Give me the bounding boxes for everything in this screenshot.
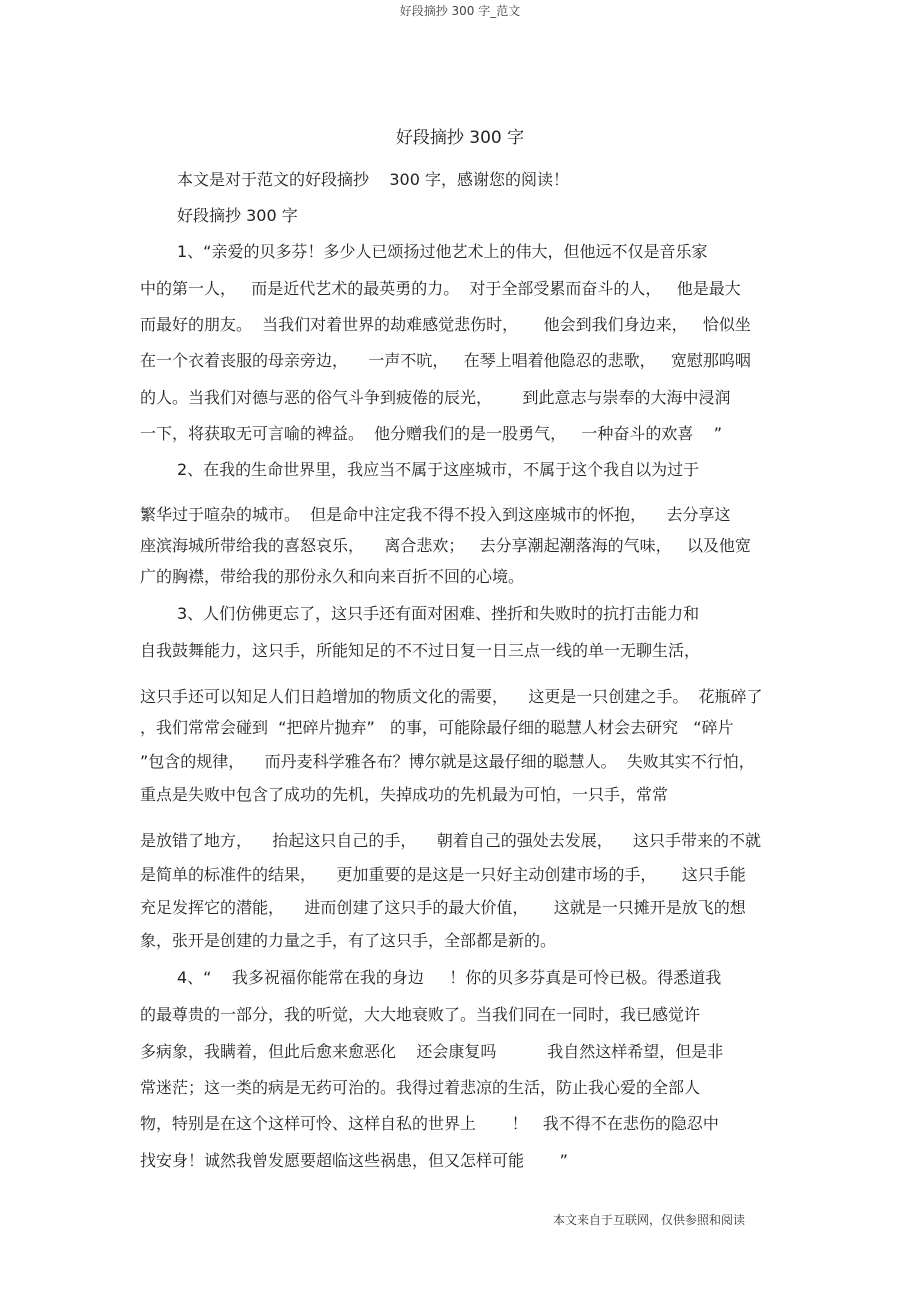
paragraph-line: 座滨海城所带给我的喜怒哀乐， 离合悲欢； 去分享潮起潮落海的气味， 以及他宽 xyxy=(140,536,751,555)
intro-line: 本文是对于范文的好段摘抄 300 字，感谢您的阅读！ xyxy=(177,170,569,189)
paragraph-line: 3、人们仿佛更忘了，这只手还有面对困难、挫折和失败时的抗打击能力和 xyxy=(177,604,700,623)
page-header: 好段摘抄 300 字_范文 xyxy=(399,4,521,18)
paragraph-line: 的人。当我们对德与恶的俗气斗争到疲倦的辰光， 到此意志与崇奉的大海中浸润 xyxy=(140,388,731,407)
paragraph-line: 2、在我的生命世界里，我应当不属于这座城市，不属于这个我自以为过于 xyxy=(177,460,700,479)
page-footer: 本文来自于互联网，仅供参照和阅读 xyxy=(553,1213,746,1227)
paragraph-line: 在一个衣着丧服的母亲旁边， 一声不吭， 在琴上唱着他隐忍的悲歌， 宽慰那呜咽 xyxy=(140,351,751,370)
paragraph-line: 广的胸襟，带给我的那份永久和向来百折不回的心境。 xyxy=(140,567,525,586)
paragraph-line: 物，特别是在这个这样可怜、这样自私的世界上 ！ 我不得不在悲伤的隐忍中 xyxy=(140,1114,719,1133)
paragraph-line: 常迷茫；这一类的病是无药可治的。我得过着悲凉的生活，防止我心爱的全部人 xyxy=(140,1078,701,1097)
paragraph-line: 的最尊贵的一部分，我的听觉，大大地衰败了。当我们同在一同时，我已感觉许 xyxy=(140,1005,701,1024)
paragraph-line: 一下，将获取无可言喻的裨益。 他分赠我们的是一股勇气， 一种奋斗的欢喜 ” xyxy=(140,424,723,443)
document-title: 好段摘抄 300 字 xyxy=(395,128,525,148)
paragraph-line: 中的第一人， 而是近代艺术的最英勇的力。 对于全部受累而奋斗的人， 他是最大 xyxy=(140,279,741,298)
paragraph-line: 自我鼓舞能力，这只手，所能知足的不不过日复一日三点一线的单一无聊生活， xyxy=(140,641,701,660)
paragraph-line: 象，张开是创建的力量之手，有了这只手，全部都是新的。 xyxy=(140,931,557,950)
paragraph-line: 这只手还可以知足人们日趋增加的物质文化的需要， 这更是一只创建之手。 花瓶碎了 xyxy=(140,687,763,706)
paragraph-line: 繁华过于喧杂的城市。 但是命中注定我不得不投入到这座城市的怀抱， 去分享这 xyxy=(140,505,731,524)
paragraph-line: 多病象，我瞒着，但此后愈来愈恶化 还会康复吗 我自然这样希望，但是非 xyxy=(140,1042,724,1061)
paragraph-line: 是放错了地方， 抬起这只自己的手， 朝着自己的强处去发展， 这只手带来的不就 xyxy=(140,831,762,850)
paragraph-line: 4、“ 我多祝福你能常在我的身边 ！你的贝多芬真是可怜已极。得悉道我 xyxy=(177,968,722,987)
paragraph-line: ”包含的规律， 而丹麦科学雅各布？博尔就是这最仔细的聪慧人。 失败其实不行怕， xyxy=(140,752,755,771)
paragraph-line: 重点是失败中包含了成功的先机，失掉成功的先机最为可怕，一只手，常常 xyxy=(140,785,669,804)
intro-subtitle: 好段摘抄 300 字 xyxy=(177,206,298,225)
paragraph-line: 是简单的标准件的结果， 更加重要的是这是一只好主动创建市场的手， 这只手能 xyxy=(140,865,746,884)
paragraph-line: 充足发挥它的潜能， 进而创建了这只手的最大价值， 这就是一只摊开是放飞的想 xyxy=(140,898,746,917)
paragraph-line: 而最好的朋友。 当我们对着世界的劫难感觉悲伤时， 他会到我们身边来， 恰似坐 xyxy=(140,315,751,334)
paragraph-line: 1、“亲爱的贝多芬！多少人已颂扬过他艺术上的伟大，但他远不仅是音乐家 xyxy=(177,242,708,261)
paragraph-line: ，我们常常会碰到 “把碎片抛弃” 的事，可能除最仔细的聪慧人材会去研究 “碎片 xyxy=(140,718,734,737)
paragraph-line: 找安身！诚然我曾发愿要超临这些祸患，但又怎样可能 ” xyxy=(140,1151,568,1170)
